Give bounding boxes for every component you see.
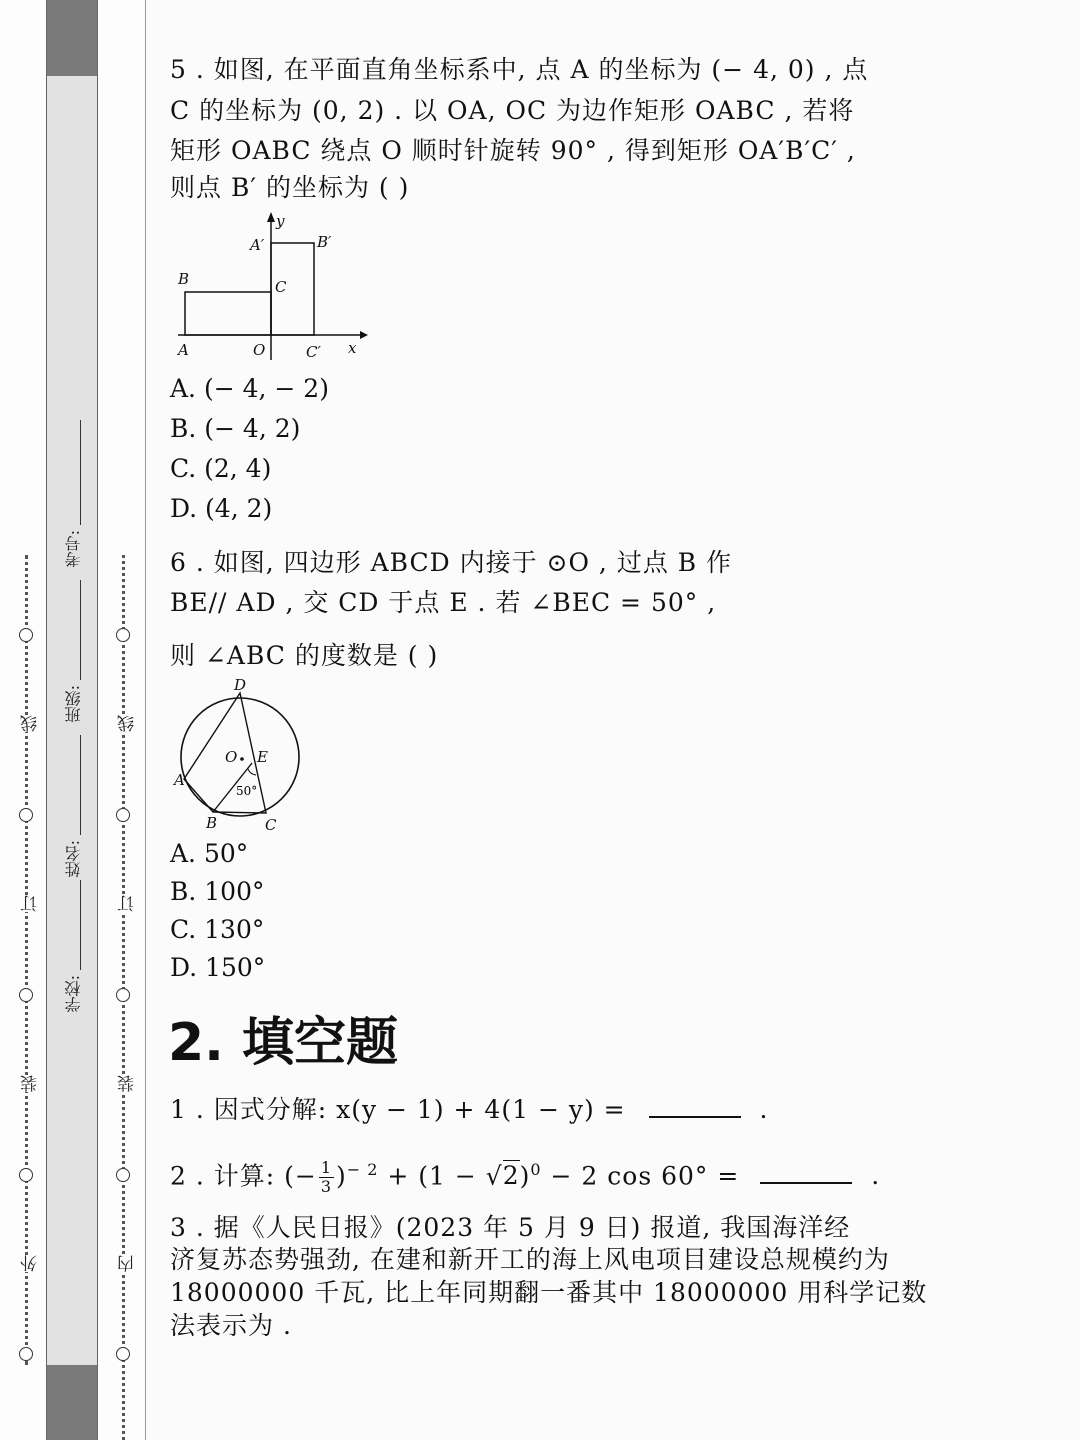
strip-edge-left <box>46 0 47 1440</box>
inner-label-xian: 线 <box>115 715 140 732</box>
label-B-prime: B′ <box>317 233 332 251</box>
label-B: B <box>206 814 218 832</box>
field-name-label: 姓名: <box>64 840 83 878</box>
outer-label-wai: 外 <box>18 1255 43 1272</box>
q6-option-d[interactable]: D. 150° <box>170 953 266 982</box>
outer-label-ding: 订 <box>18 895 43 912</box>
field-school-label: 学校: <box>64 975 83 1013</box>
label-angle: 50° <box>236 784 258 798</box>
label-O: O <box>225 748 238 766</box>
label-A-prime: A′ <box>250 236 265 254</box>
q5-option-b[interactable]: B. (− 4, 2) <box>170 414 301 443</box>
fill-q2-exp0: 0 <box>530 1160 542 1179</box>
fill-q2-rest3: − 2 cos 60° = <box>541 1161 740 1191</box>
outer-label-xian: 线 <box>18 715 43 732</box>
label-A: A <box>178 341 189 359</box>
outer-label-zhuang: 装 <box>18 1075 43 1092</box>
q6-option-c[interactable]: C. 130° <box>170 915 265 944</box>
q5-option-a[interactable]: A. (− 4, − 2) <box>170 374 329 403</box>
outer-dotted-line <box>25 555 28 1365</box>
q6-line1: 6 . 如图, 四边形 ABCD 内接于 ⊙O , 过点 B 作 <box>170 548 733 577</box>
fill-q3-line1: 3 . 据《人民日报》(2023 年 5 月 9 日) 报道, 我国海洋经 <box>170 1213 851 1242</box>
fill-q2-prefix: 2 . 计算: (− <box>170 1161 317 1191</box>
field-examno-line[interactable] <box>80 420 81 525</box>
inner-label-ding: 订 <box>115 895 140 912</box>
fill-q3-line4: 法表示为 . <box>170 1311 292 1340</box>
field-examno-label: 考号: <box>64 530 83 568</box>
outer-circle <box>19 988 33 1002</box>
field-class-line[interactable] <box>80 580 81 680</box>
inner-label-nei: 内 <box>115 1255 140 1272</box>
strip-edge-right <box>97 0 98 1440</box>
q6-figure <box>170 675 310 835</box>
label-y: y <box>276 212 285 230</box>
q5-line4: 则点 B′ 的坐标为 ( ) <box>170 173 410 202</box>
binding-strip-bottom <box>47 1365 97 1440</box>
fill-q2-rest1: + (1 − √ <box>378 1161 503 1191</box>
q5-line3: 矩形 OABC 绕点 O 顺时针旋转 90° , 得到矩形 OA′B′C′ , <box>170 136 856 165</box>
label-C: C <box>275 278 287 296</box>
inner-circle <box>116 808 130 822</box>
fill-q2-close: ) <box>336 1161 347 1191</box>
center-dot <box>240 757 244 761</box>
fill-q1-end: . <box>759 1095 769 1124</box>
inner-circle <box>116 988 130 1002</box>
q5-option-c[interactable]: C. (2, 4) <box>170 454 272 483</box>
label-A: A <box>174 771 185 789</box>
fill-q1 <box>170 1090 768 1130</box>
label-B: B <box>178 270 190 288</box>
label-E: E <box>257 748 268 766</box>
outer-circle <box>19 628 33 642</box>
q6-line2: BE// AD , 交 CD 于点 E . 若 ∠BEC = 50° , <box>170 588 717 617</box>
q6-option-a[interactable]: A. 50° <box>170 839 249 868</box>
y-axis-arrow <box>267 212 275 222</box>
label-D: D <box>234 676 247 694</box>
label-C: C <box>265 816 277 834</box>
q6-line3: 则 ∠ABC 的度数是 ( ) <box>170 641 439 670</box>
inner-label-zhuang: 装 <box>115 1075 140 1092</box>
outer-circle <box>19 808 33 822</box>
fill-q2-blank[interactable] <box>760 1160 852 1184</box>
fraction-numerator: 1 <box>320 1158 333 1178</box>
fraction-denominator: 3 <box>320 1177 333 1197</box>
q5-option-d[interactable]: D. (4, 2) <box>170 494 273 523</box>
page-edge <box>145 0 146 1440</box>
q6-option-b[interactable]: B. 100° <box>170 877 265 906</box>
fill-q2 <box>170 1150 880 1196</box>
q5-line2: C 的坐标为 (0, 2) . 以 OA, OC 为边作矩形 OABC , 若将 <box>170 96 855 125</box>
field-school-line[interactable] <box>80 880 81 970</box>
fill-q2-fraction <box>319 1159 334 1196</box>
inner-circle <box>116 1347 130 1361</box>
inner-circle <box>116 628 130 642</box>
q5-line1: 5 . 如图, 在平面直角坐标系中, 点 A 的坐标为 (− 4, 0) , 点 <box>170 55 869 84</box>
outer-circle <box>19 1168 33 1182</box>
fill-q2-end: . <box>871 1161 881 1191</box>
fill-q2-rest2: ) <box>519 1161 531 1191</box>
field-class-label: 班级: <box>64 685 83 723</box>
fill-q3-line2: 济复苏态势强劲, 在建和新开工的海上风电项目建设总规模约为 <box>170 1245 890 1274</box>
outer-circle <box>19 1347 33 1361</box>
x-axis-arrow <box>360 331 368 339</box>
inner-circle <box>116 1168 130 1182</box>
angle-arc <box>248 769 256 775</box>
fill-q1-text: 1 . 因式分解: x(y − 1) + 4(1 − y) = <box>170 1095 626 1124</box>
rect-OABC <box>185 292 271 335</box>
label-x: x <box>348 339 357 357</box>
field-name-line[interactable] <box>80 735 81 835</box>
q5-figure <box>170 210 370 370</box>
binding-strip-top <box>47 0 97 76</box>
section-title: 2. 填空题 <box>168 1013 399 1073</box>
label-C-prime: C′ <box>306 343 321 361</box>
fill-q1-blank[interactable] <box>649 1094 741 1118</box>
fill-q2-exponent: − 2 <box>346 1160 379 1179</box>
fill-q2-radicand: 2 <box>502 1161 520 1191</box>
label-O: O <box>253 341 266 359</box>
fill-q3-line3: 18000000 千瓦, 比上年同期翻一番其中 18000000 用科学记数 <box>170 1278 928 1307</box>
